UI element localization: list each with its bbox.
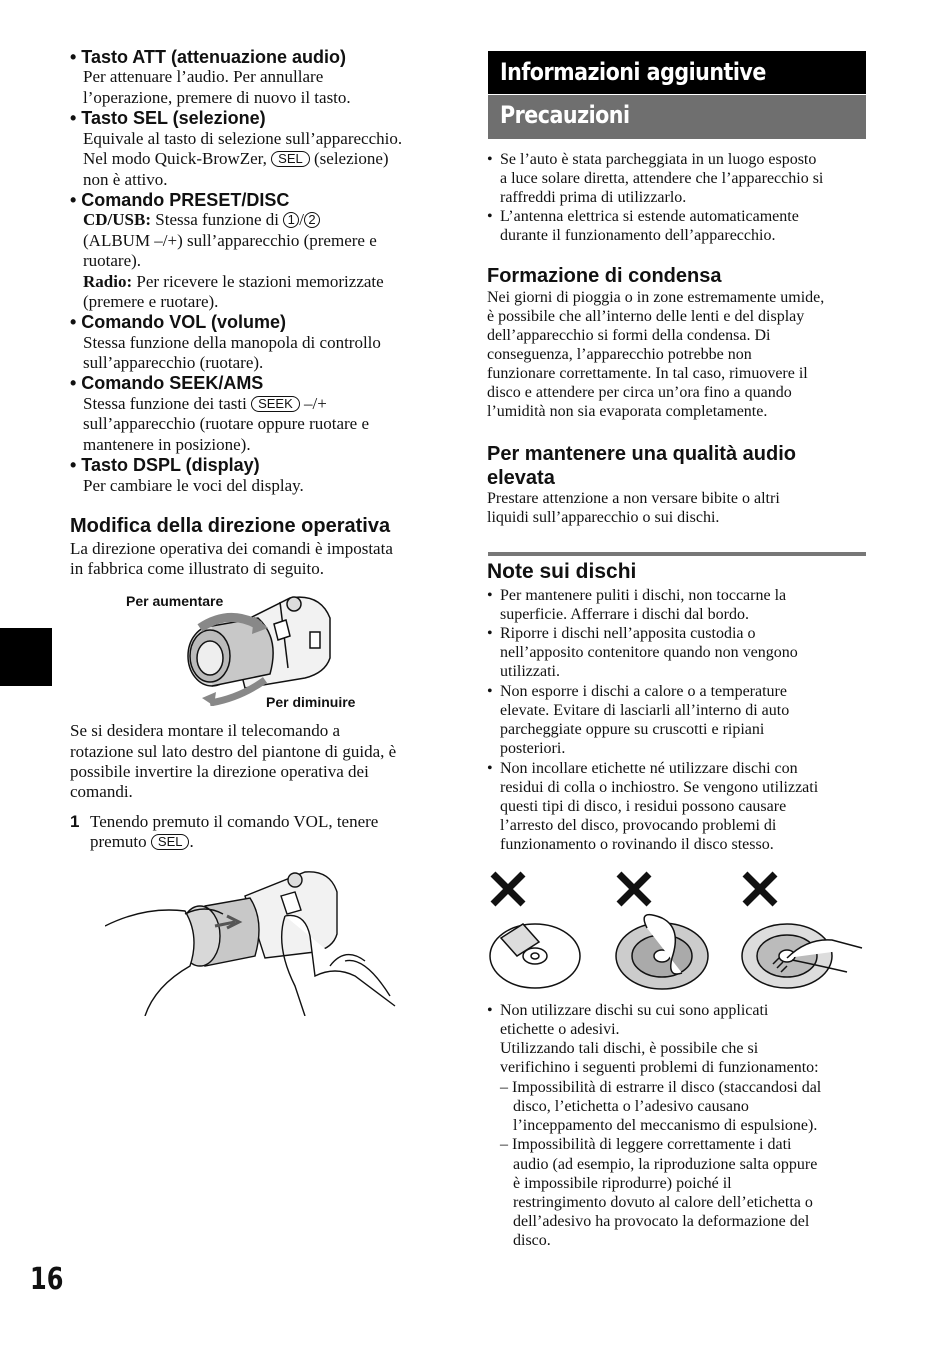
page-number: 16 [30, 1262, 64, 1297]
final-line: Non utilizzare dischi su cui sono applicati [500, 1002, 769, 1019]
item-sel-line-key [83, 149, 389, 169]
cross-icon [745, 874, 775, 904]
step-number: 1 [70, 812, 80, 831]
condensa-line: funzionare correttamente. In tal caso, rimuovere il [487, 365, 808, 382]
note-line: parcheggiate oppure su cruscotti e ripiani [500, 721, 765, 738]
audio-line: liquidi sull’apparecchio o sui dischi. [487, 509, 720, 526]
item-vol-line: sull’apparecchio (ruotare). [83, 353, 264, 372]
final-line: Utilizzando tali dischi, è possibile che si [500, 1040, 759, 1057]
rotary-commander-illustration [170, 588, 340, 706]
condensa-line: conseguenza, l’apparecchio potrebbe non [487, 346, 752, 363]
bullet-dot: • [487, 625, 493, 642]
item-seek-pre: Stessa funzione dei tasti [83, 394, 247, 413]
item-preset-line: ruotare). [83, 251, 142, 270]
item-att-title: • Tasto ATT (attenuazione audio) [70, 47, 346, 67]
dash-line: – Impossibilità di estrarre il disco (staccandosi dal [500, 1079, 822, 1096]
banner-informazioni [488, 51, 866, 94]
sel-key-symbol: SEL [271, 151, 310, 167]
item-preset-line: (ALBUM –/+) sull’apparecchio (premere e [83, 231, 377, 250]
section-line: in fabbrica come illustrato di seguito. [70, 559, 324, 578]
banner-informazioni-title: Informazioni aggiuntive [500, 58, 766, 86]
item-vol-line: Stessa funzione della manopola di controllo [83, 333, 381, 352]
dash-line: disco, l’etichetta o l’adesivo causano [513, 1098, 749, 1115]
note-line: Per mantenere puliti i dischi, non toccarne la [500, 587, 787, 604]
section-line: La direzione operativa dei comandi è impostata [70, 539, 393, 558]
note-line: Non incollare etichette né utilizzare dischi con [500, 760, 798, 777]
item-seek-line-key [83, 394, 327, 414]
section-title-direzione: Modifica della direzione operativa [70, 515, 391, 537]
precauzioni-line: durante il funzionamento dell’apparecchio. [500, 227, 776, 244]
section-title-audio-2: elevata [487, 467, 555, 489]
bullet-dot: • [487, 683, 493, 700]
bullet-dot: • [487, 208, 493, 225]
section-title-note-dischi: Note sui dischi [487, 560, 637, 583]
para-line: Se si desidera montare il telecomando a [70, 721, 341, 740]
note-line: funzionamento o rovinando il disco stesso. [500, 836, 774, 853]
step-line-key [90, 832, 194, 852]
precauzioni-line: raffreddi prima di utilizzarlo. [500, 189, 687, 206]
note-line: elevate. Evitare di lasciarli all’interno di auto [500, 702, 790, 719]
note-line: residui di colla o inchiostro. Se vengono utilizzati [500, 779, 819, 796]
hand-press-illustration [105, 866, 400, 1016]
note-line: posteriori. [500, 740, 566, 757]
audio-line: Prestare attenzione a non versare bibite o altri [487, 490, 780, 507]
bullet-dot: • [487, 760, 493, 777]
item-att-line: l’operazione, premere di nuovo il tasto. [83, 88, 351, 107]
dash-line: è impossibile riprodurre) poiché il [513, 1175, 732, 1192]
slash: / [299, 210, 304, 229]
condensa-line: l’umidità non sia evaporata completamente. [487, 403, 768, 420]
step-pre: premuto [90, 832, 147, 851]
step-line: Tenendo premuto il comando VOL, tenere [90, 812, 379, 831]
item-sel-title: • Tasto SEL (selezione) [70, 108, 266, 128]
note-line: Non esporre i dischi a calore o a temperature [500, 683, 787, 700]
bullet-dot: • [487, 1002, 493, 1019]
dash-line: audio (ad esempio, la riproduzione salta oppure [513, 1156, 818, 1173]
dash-line: restringimento dovuto al calore dell’etichetta o [513, 1194, 813, 1211]
step-post: . [189, 832, 194, 851]
precauzioni-line: L’antenna elettrica si estende automaticamente [500, 208, 799, 225]
item-att-line: Per attenuare l’audio. Per annullare [83, 67, 324, 86]
step-sel-key-symbol: SEL [151, 834, 190, 850]
disc-warning-illustrations [487, 868, 867, 998]
condensa-line: dell’apparecchio si formi della condensa. Di [487, 327, 771, 344]
final-line: verifichino i seguenti problemi di funzionamento: [500, 1059, 819, 1076]
para-line: comandi. [70, 782, 133, 801]
condensa-line: disco e attendere per circa un’ora fino a quando [487, 384, 792, 401]
seek-key-symbol: SEEK [251, 396, 300, 412]
note-line: questi tipi di disco, i residui possono causare [500, 798, 787, 815]
cd-usb-text: Stessa funzione di [155, 210, 279, 229]
item-preset-cd-line [83, 210, 320, 230]
item-preset-line: (premere e ruotare). [83, 292, 219, 311]
note-line: utilizzati. [500, 663, 560, 680]
note-line: l’arresto del disco, provocando problemi di [500, 817, 777, 834]
dash-line: disco. [513, 1232, 551, 1249]
item-dspl-title: • Tasto DSPL (display) [70, 455, 260, 475]
precauzioni-line: a luce solare diretta, attendere che l’apparecchio si [500, 170, 824, 187]
dash-line: dell’adesivo ha provocato la deformazione del [513, 1213, 810, 1230]
precauzioni-line: Se l’auto è stata parcheggiata in un luogo esposto [500, 151, 817, 168]
key-2-symbol: 2 [304, 212, 320, 228]
item-seek-line: mantenere in posizione). [83, 435, 251, 454]
item-dspl-line: Per cambiare le voci del display. [83, 476, 304, 495]
item-preset-title: • Comando PRESET/DISC [70, 190, 290, 210]
item-sel-post: (selezione) [314, 149, 389, 168]
item-preset-radio-line [83, 272, 384, 292]
note-line: Riporre i dischi nell’apposita custodia o [500, 625, 756, 642]
cd-usb-label: CD/USB: [83, 210, 152, 229]
item-seek-title: • Comando SEEK/AMS [70, 373, 264, 393]
item-sel-line: non è attivo. [83, 170, 168, 189]
cross-icon [493, 874, 523, 904]
bullet-dot: • [487, 587, 493, 604]
para-line: possibile invertire la direzione operativa dei [70, 762, 369, 781]
radio-text: Per ricevere le stazioni memorizzate [136, 272, 384, 291]
disc-with-curled-label-icon [616, 915, 708, 989]
item-sel-line: Equivale al tasto di selezione sull’apparecchio. [83, 129, 403, 148]
section-title-condensa: Formazione di condensa [487, 265, 722, 287]
dash-line: l’inceppamento del meccanismo di espulsione). [513, 1117, 818, 1134]
radio-label: Radio: [83, 272, 133, 291]
condensa-line: è possibile che all’interno delle lenti e del display [487, 308, 805, 325]
final-line: etichette o adesivi. [500, 1021, 620, 1038]
banner-precauzioni-title: Precauzioni [500, 101, 630, 129]
disc-with-residue-icon [742, 924, 862, 988]
condensa-line: Nei giorni di pioggia o in zone estremamente umide, [487, 289, 825, 306]
item-seek-line: sull’apparecchio (ruotare oppure ruotare e [83, 414, 370, 433]
label-per-diminuire: Per diminuire [266, 694, 356, 710]
item-seek-post: –/+ [304, 394, 327, 413]
bullet-dot: • [487, 151, 493, 168]
side-tab-marker [0, 628, 52, 686]
cross-icon [619, 874, 649, 904]
para-line: rotazione sul lato destro del piantone di guida, è [70, 742, 397, 761]
note-line: nell’apposito contenitore quando non vengono [500, 644, 798, 661]
dash-line: – Impossibilità di leggere correttamente i dati [500, 1136, 792, 1153]
note-line: superficie. Afferrare i dischi dal bordo. [500, 606, 749, 623]
key-1-symbol: 1 [283, 212, 299, 228]
section-divider [488, 552, 866, 556]
item-sel-pre: Nel modo Quick-BrowZer, [83, 149, 267, 168]
disc-with-label-icon [490, 924, 580, 988]
banner-precauzioni [488, 95, 866, 139]
item-vol-title: • Comando VOL (volume) [70, 312, 286, 332]
section-title-audio: Per mantenere una qualità audio [487, 443, 796, 465]
label-per-aumentare: Per aumentare [126, 593, 224, 609]
